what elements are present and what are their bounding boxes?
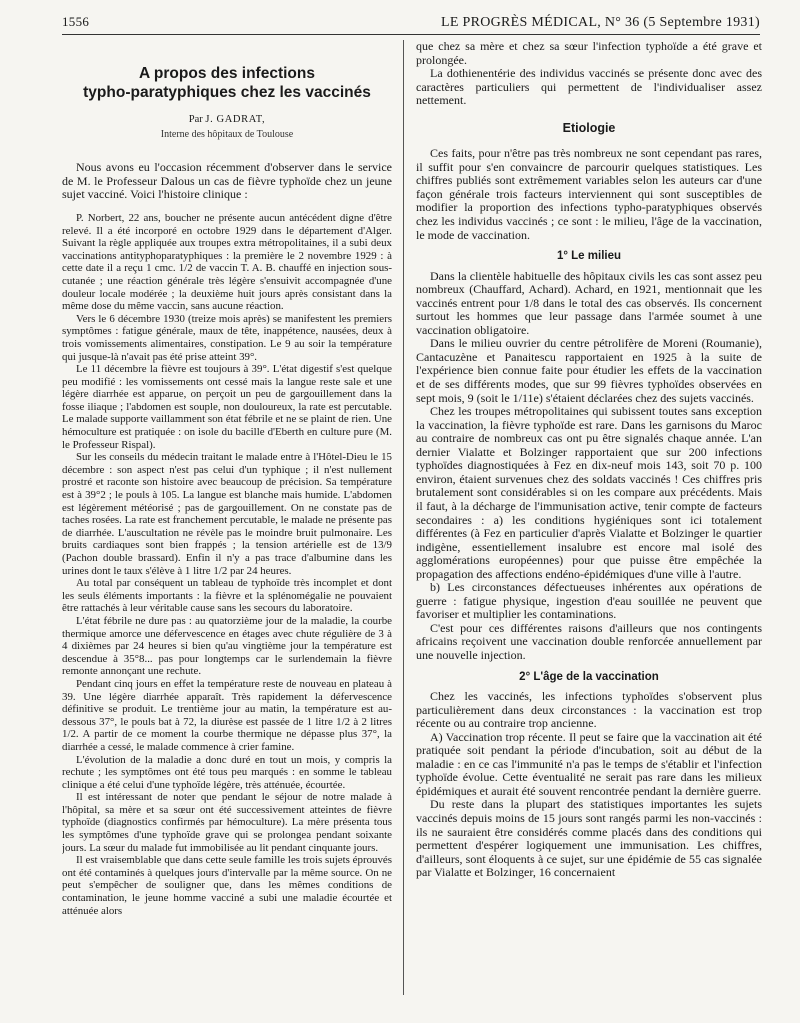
body-paragraph: Dans le milieu ouvrier du centre pétrolifère de Moreni (Roumanie), Cantacuzène et Panaitescu rapportaient en 1925 à la suite de l'expérience bien connue faite pour étudier les effets de la vaccination et de ses différents modes, que sur 99 fièvres typhoïdes observées en sept mois, 9 (soit le 1/11e) s'étaient déclarées chez des sujets vaccinés. [416,336,762,405]
body-paragraph: P. Norbert, 22 ans, boucher ne présente aucun antécédent digne d'être relevé. Il a été incorporé en octobre 1929 dans le département d'Alger. Suivant la règle appliquée aux troupes extra métropolitaines, il a subi deux vaccinations antityphoparatyphiques : la première le 2 novembre 1929 : à cette date il a reçu 1 cmc. 1/2 de vaccin T. A. B. chauffé en injection sous-cutanée ; une réaction générale très légère s'ensuivit accompagnée d'une douleur locale modérée ; la deuxième huit jours après consistant dans la même dose du même vaccin, sans aucune réaction. [62,211,392,313]
author-affiliation: Interne des hôpitaux de Toulouse [160,128,294,140]
body-paragraph: Du reste dans la plupart des statistiques importantes les sujets vaccinés depuis moins de 15 jours sont rangés parmi les non-vaccinés : ils ne sauraient être considérés comme placés dans des conditions qui permettent d'espérer logiquement une immunisation. Les chiffres, d'ailleurs, sont éloquents à ce sujet, sur une épidémie de 55 cas signalée par Vialatte et Bolzinger, 16 concernaient [416,797,762,880]
author-name: J. GADRAT, [205,114,266,125]
title-line-2: typho-paratyphiques chez les vaccinés [83,84,371,101]
right-column [416,40,762,995]
milieu-body [416,270,762,663]
subsection-heading-milieu: 1° Le milieu [556,250,622,263]
body-paragraph: C'est pour ces différentes raisons d'ailleurs que nos contingents africains reçoivent une vaccination double renforcée annuellement par une nouvelle injection. [416,620,762,662]
continuation-paragraph: que chez sa mère et chez sa sœur l'infection typhoïde a été grave et prolongée. [416,40,762,67]
summary-paragraph: La dothienentérie des individus vaccinés se présente donc avec des caractères particuliers qui permettent de l'individualiser assez nettement. [416,66,762,108]
running-header [62,14,760,34]
etiologie-body [416,147,762,242]
age-body [416,690,762,880]
subsection-heading-age: 2° L'âge de la vaccination [519,670,659,683]
body-paragraph: Chez les troupes métropolitaines qui subissent toutes sans exception la vaccination, la fièvre typhoïde est rare. Dans les garnisons du Maroc au contraire de nombreux cas ont pu être signalés chaque année. L'an dernier Vialatte et Bolzinger rapportaient que sur 200 infections typhoïdes diagnostiquées à Fez en dix-neuf mois 143, soit 70 p. 100 environ, étaient survenues chez des soldats vaccinés ! Ces chiffres pris brutalement sont considérables si on les compare aux précédents. Mais il faut, à la décharge de l'immunisation active, tenir compte de facteurs secondaires : a) les conditions hygiéniques sont ici totalement différentes (à Fez en particulier d'après Vialatte et Bolzinger le quartier indigène, essentiellement insalubre est encore mal isolé des agglomérations européennes) pour que puisse être empêchée la propagation des affections endéno-épidémiques d'une ville à l'autre. [416,404,762,581]
page-number: 1556 [62,14,90,29]
case-report-body [62,212,392,917]
body-paragraph: L'état fébrile ne dure pas : au quatorzième jour de la maladie, la courbe thermique amorce une défervescence en étages avec chute régulière de 3 à 4 dixièmes par 24 heures si bien qu'au vingtième jour la température est descendue à 35°8... pas pour longtemps car le surlendemain la fièvre remonte annonçant une rechute. [62,614,392,678]
article-title [62,64,392,102]
body-paragraph: A) Vaccination trop récente. Il peut se faire que la vaccination ait été pratiquée soit pendant la période d'incubation, soit au début de la maladie : en ce cas l'immunité n'a pas le temps de s'établir et l'infection typhoïde évolue. Cette éventualité ne serait pas rare dans les milieux épidémiques et aurait été souvent rencontrée pendant la dernière guerre. [416,729,762,798]
byline-prefix: Par [188,114,203,125]
body-paragraph: Le 11 décembre la fièvre est toujours à 39°. L'état digestif s'est quelque peu modifié : les vomissements ont cessé mais la langue reste sale et une légère diarrhée est apparue, on perçoit un peu de gargouillement dans la fosse iliaque ; l'abdomen est souple, non douloureux, la rate est percutable. Le malade supporte vaillamment son état fébrile et ne se plaint de rien. Une hémoculture est pratiquée : on isole du bacille d'Eberth en culture pure (M. le Professeur Rispal). [62,363,392,451]
body-paragraph: Chez les vaccinés, les infections typhoïdes s'observent plus particulièrement dans deux circonstances : la vaccination est trop récente ou au contraire trop ancienne. [416,689,762,731]
body-paragraph: L'évolution de la maladie a donc duré en tout un mois, y compris la rechute ; les symptômes ont été tous peu marqués : en somme le tableau clinique a été celui d'une typhoïde légère, très atténuée, écourtée. [62,753,392,791]
byline [62,114,392,127]
body-paragraph: Il est vraisemblable que dans cette seule famille les trois sujets éprouvés ont été contaminés à quelques jours d'intervalle par la même source. On ne peut s'empêcher de souligner que, dans les mêmes conditions de contamination, le jeune homme vacciné a subi une maladie écourtée et atténuée alors [62,854,392,917]
intro-paragraph: Nous avons eu l'occasion récemment d'observer dans le service de M. le Professeur Dalous un cas de fièvre typhoïde chez un jeune sujet vacciné. Voici l'histoire clinique : [62,160,392,202]
body-paragraph: Vers le 6 décembre 1930 (treize mois après) se manifestent les premiers symptômes : fatigue générale, maux de tête, inappétence, nausées, deux à trois vomissements alimentaires, constipation. Le 9 au soir la température qui jusque-là n'avait pas été prise atteint 39°. [62,312,392,363]
body-paragraph: Ces faits, pour n'être pas très nombreux ne sont cependant pas rares, il suffit pour s'en convaincre de parcourir quelques statistiques. Les chiffres publiés sont extrêmement variables selon les auteurs car d'une façon générale trois facteurs interviennent qui sont susceptibles de modifier la proportion des infections typho-paratyphiques observés chez les individus vaccinés ; ce sont : le milieu, l'âge de la vaccination, le mode de vaccination. [416,146,762,242]
body-paragraph: Sur les conseils du médecin traitant le malade entre à l'Hôtel-Dieu le 15 décembre : son aspect n'est pas celui d'un typhique ; il n'est nullement prostré et raconte son histoire avec beaucoup de précision. Sa température est à 39°2 ; le pouls à 105. La langue est blanche mais humide. L'abdomen est légèrement météorisé ; pas de gargouillement. On ne constate pas de taches rosées. La rate est franchement percutable, le malade ne présente pas de diarrhée. L'auscultation ne révèle pas le moindre bruit pulmonaire. Les bruits cardiaques sont bien frappés ; la tension artérielle est de 13/9 (Pachon double brassard). Enfin il n'y a pas trace d'albumine dans les urines dont le taux s'élève à 1 litre 1/2 par 24 heures. [62,451,392,577]
body-paragraph: Pendant cinq jours en effet la température reste de nouveau en plateau à 39. Une légère diarrhée apparaît. Très rapidement la défervescence définitive se produit. Le trentième jour au matin, la température est au-dessous 37°, le pouls bat à 72, la diurèse est passée de 1 litre 1/2 à 2 litres 1/2. A partir de ce moment la courbe thermique ne dépasse plus 37°, la diarrhée a cessé, le malade commence à crier famine. [62,677,392,753]
body-paragraph: b) Les circonstances défectueuses inhérentes aux opérations de guerre : fatigue physique, ingestion d'eau souillée ne peuvent que favoriser et multiplier les contaminations. [416,580,762,622]
body-paragraph: Dans la clientèle habituelle des hôpitaux civils les cas sont assez peu nombreux (Chauffard, Achard). Achard, en 1921, mentionnait que les vaccinés entrent pour 1/8 dans le total des cas observés. Ils concernent surtout les hommes que leur passage dans l'armée soumet à une vaccination obligatoire. [416,268,762,337]
section-heading-etiologie: Etiologie [562,120,616,135]
body-paragraph: Au total par conséquent un tableau de typhoïde très incomplet et dont les seuls éléments importants : la fièvre et la splénomégalie ne pouvaient être rattachés à leur véritable cause sans les secours du laboratoire. [62,577,392,615]
journal-title: LE PROGRÈS MÉDICAL, N° 36 (5 Septembre 1931) [441,15,760,30]
left-column [62,40,392,995]
body-paragraph: Il est intéressant de noter que pendant le séjour de notre malade à l'hôpital, sa mère et sa sœur ont été successivement atteintes de fièvre typhoïde (diagnostics confirmés par hémoculture). La mère présenta tous les symptômes d'une typhoïde grave qui se prolongea pendant soixante jours. La sœur du malade fut immobilisée au lit pendant cinquante jours. [62,791,392,854]
column-divider [403,40,404,995]
title-line-1: A propos des infections [139,65,315,82]
header-rule [62,34,760,35]
